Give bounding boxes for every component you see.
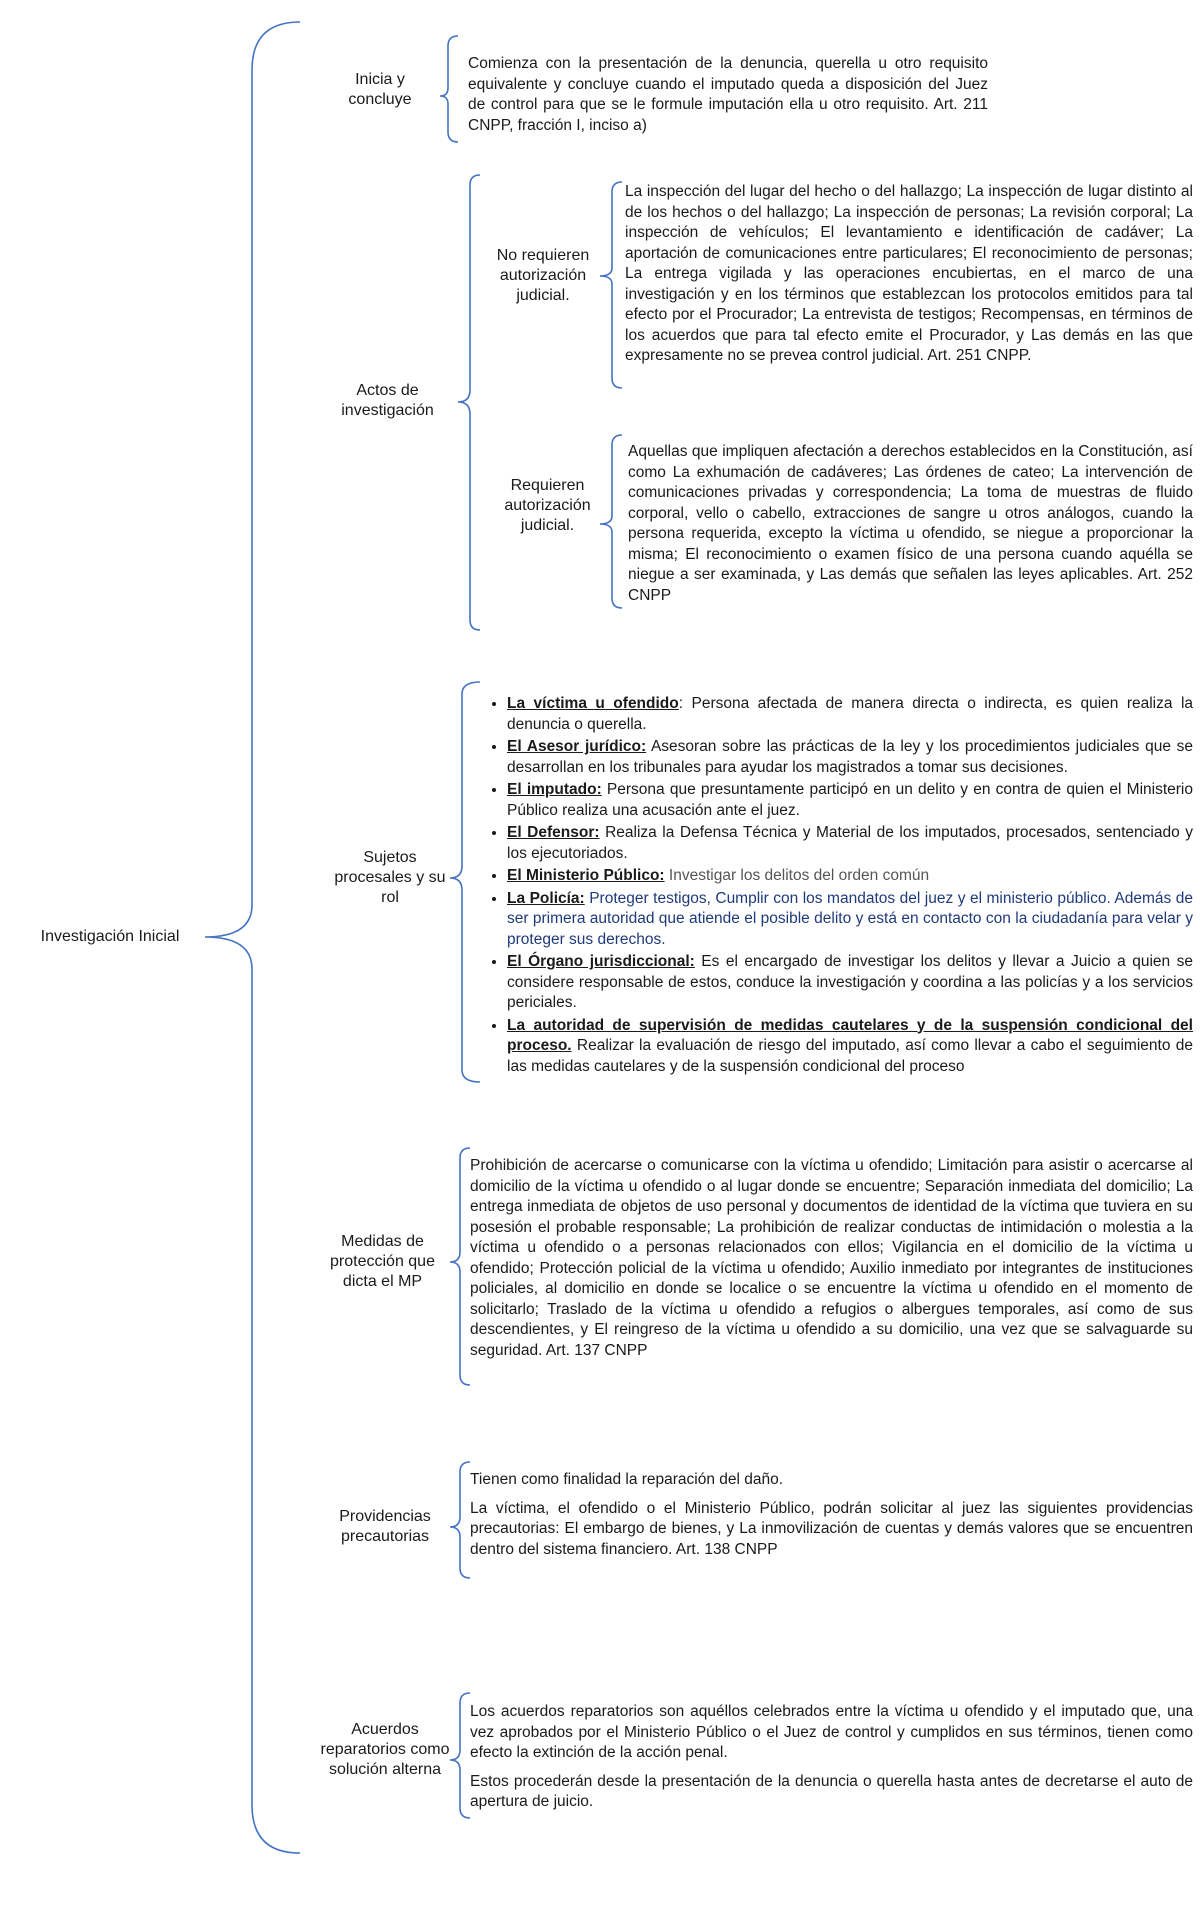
role-term: El Asesor jurídico:	[507, 738, 647, 755]
role-desc: Investigar los delitos del orden común	[664, 867, 930, 884]
medidas-text: Prohibición de acercarse o comunicarse con la víctima u ofendido; Limitación para asistir o acercarse al domicilio de la víctima u ofendido o al lugar donde se encuentre; Separación inmediata del domicilio; La entrega inmediata de objetos de uso personal y documentos de identidad de la víctima que tuviera en su posesión el probable responsable; La prohibición de realizar conductas de intimidación o molestia a la víctima u ofendido o a personas relacionados con ellos; Vigilancia en el domicilio de la víctima u ofendido; Protección policial de la víctima u ofendido; Auxilio inmediato por integrantes de instituciones policiales, al domicilio en donde se localice o se encuentre la víctima u ofendido en el momento de solicitarlo; Traslado de la víctima u ofendido a refugios o albergues temporales, así como de sus descendientes, y El reingreso de la víctima u ofendido a su domicilio, una vez que se salvaguarde su seguridad. Art. 137 CNPP	[470, 1157, 1193, 1359]
bracket-providencias	[450, 1462, 470, 1578]
role-term: El Ministerio Público:	[507, 867, 665, 884]
medidas-label: Medidas de protección que dicta el MP	[330, 1233, 435, 1290]
role-desc: Realiza la Defensa Técnica y Material de los imputados, procesados, sentenciado y los ejecutoriados.	[507, 824, 1193, 862]
inicia-label: Inicia y concluye	[348, 71, 412, 108]
role-desc: Es el encargado de investigar los delitos y llevar a Juicio a quien se considere responsable de estos, conduce la investigación y coordina a las policías y a los servicios periciales.	[507, 953, 1193, 1011]
role-term: La Policía:	[507, 889, 585, 907]
sujetos-label: Sujetos procesales y su rol	[334, 849, 446, 906]
bracket-acuerdos	[450, 1693, 470, 1818]
root-label: Investigación Inicial	[40, 928, 180, 945]
main-bracket	[205, 22, 300, 1853]
role-desc: Realizar la evaluación de riesgo del imputado, así como llevar a cabo el seguimiento de las medidas cautelares y de la suspensión condicional del proceso	[507, 1037, 1193, 1075]
role-desc: Persona afectada de manera directa o indirecta, es quien realiza la denuncia o querella.	[507, 695, 1194, 733]
role-sep: :	[678, 695, 684, 712]
requieren-text: Aquellas que impliquen afectación a derechos establecidos en la Constitución, así como La exhumación de cadáveres; Las órdenes de cateo; La intervención de comunicaciones privadas y correspondencia; La toma de muestras de fluido corporal, vello o cabello, extracciones de sangre u otros análogos, cuando la persona requerida, excepto la víctima u ofendido, se niegue a proporcionar la misma; El reconocimiento o examen físico de una persona cuando aquélla se niegue a ser examinada, y Las demás que señalen las leyes aplicables. Art. 252 CNPP	[628, 443, 1193, 604]
role-item	[507, 1016, 1193, 1078]
inicia-text: Comienza con la presentación de la denuncia, querella u otro requisito equivalente y concluye cuando el imputado queda a disposición del Juez de control para que se le formule imputación ella u otro requisito. Art. 211 CNPP, fracción I, inciso a)	[468, 55, 988, 134]
providencias-text	[470, 1470, 1193, 1568]
role-item	[507, 737, 1193, 778]
role-term: El Órgano jurisdiccional:	[507, 953, 695, 970]
bracket-requieren	[600, 435, 622, 608]
bracket-no-requieren	[600, 182, 622, 388]
role-desc: Asesoran sobre las prácticas de la ley y los procedimientos judiciales que se desarrollan en los tribunales para ayudar los magistrados a tomar sus decisiones.	[507, 738, 1193, 776]
role-term: El Defensor:	[507, 824, 600, 841]
role-item	[507, 694, 1193, 735]
role-item	[507, 823, 1193, 864]
no-requieren-text: La inspección del lugar del hecho o del hallazgo; La inspección de lugar distinto al de los hechos o del hallazgo; La inspección de personas; La revisión corporal; La inspección de vehículos; El levantamiento e identificación de cadáver; La aportación de comunicaciones entre particulares; El reconocimiento de personas; La entrega vigilada y las operaciones encubiertas, en el marco de una investigación y en los términos que establezcan los protocolos emitidos para tal efecto por el Procurador; La entrevista de testigos; Recompensas, en términos de los acuerdos que para tal efecto emite el Procurador, y Las demás en las que expresamente no se prevea control judicial. Art. 251 CNPP.	[625, 183, 1193, 364]
no-requieren-label: No requieren autorización judicial.	[496, 247, 590, 304]
sujetos-list	[485, 694, 1193, 1079]
bracket-actos	[458, 175, 480, 630]
role-desc: Persona que presuntamente participó en un delito y en contra de quien el Ministerio Público realiza una acusación ante el juez.	[507, 781, 1193, 819]
providencias-label: Providencias precautorias	[339, 1508, 431, 1545]
bracket-inicia	[440, 36, 458, 142]
role-term: La autoridad de supervisión de medidas cautelares y de la suspensión condicional del proceso.	[507, 1016, 1193, 1054]
role-item	[507, 889, 1193, 951]
actos-label: Actos de investigación	[341, 382, 434, 419]
bracket-medidas	[450, 1148, 470, 1385]
role-term: El imputado:	[507, 781, 602, 798]
acuerdos-label: Acuerdos reparatorios como solución alterna	[320, 1721, 450, 1778]
acuerdos-p2: Estos procederán desde la presentación de la denuncia o querella hasta antes de decretarse el auto de apertura de juicio.	[470, 1772, 1193, 1810]
role-item	[507, 866, 1193, 887]
acuerdos-text	[470, 1702, 1193, 1821]
providencias-p2: La víctima, el ofendido o el Ministerio Público, podrán solicitar al juez las siguientes providencias precautorias: El embargo de bienes, y La inmovilización de cuentas y demás valores que se encuentren dentro del sistema financiero. Art. 138 CNPP	[470, 1499, 1193, 1558]
acuerdos-p1: Los acuerdos reparatorios son aquéllos celebrados entre la víctima u ofendido y el imputado que, una vez aprobados por el Ministerio Público o el Juez de control y cumplidos en sus términos, tienen como efecto la extinción de la acción penal.	[470, 1703, 1193, 1761]
providencias-p1: Tienen como finalidad la reparación del daño.	[470, 1471, 784, 1488]
bracket-sujetos	[450, 682, 480, 1082]
role-item	[507, 780, 1193, 821]
role-desc: Proteger testigos, Cumplir con los mandatos del juez y el ministerio público. Además de ser primera autoridad que atiende el posible delito y está en contacto con la ciudadanía para velar y proteger sus derechos.	[507, 889, 1193, 948]
role-term: La víctima u ofendido	[507, 695, 679, 712]
role-item	[507, 952, 1193, 1014]
requieren-label: Requieren autorización judicial.	[504, 477, 591, 534]
